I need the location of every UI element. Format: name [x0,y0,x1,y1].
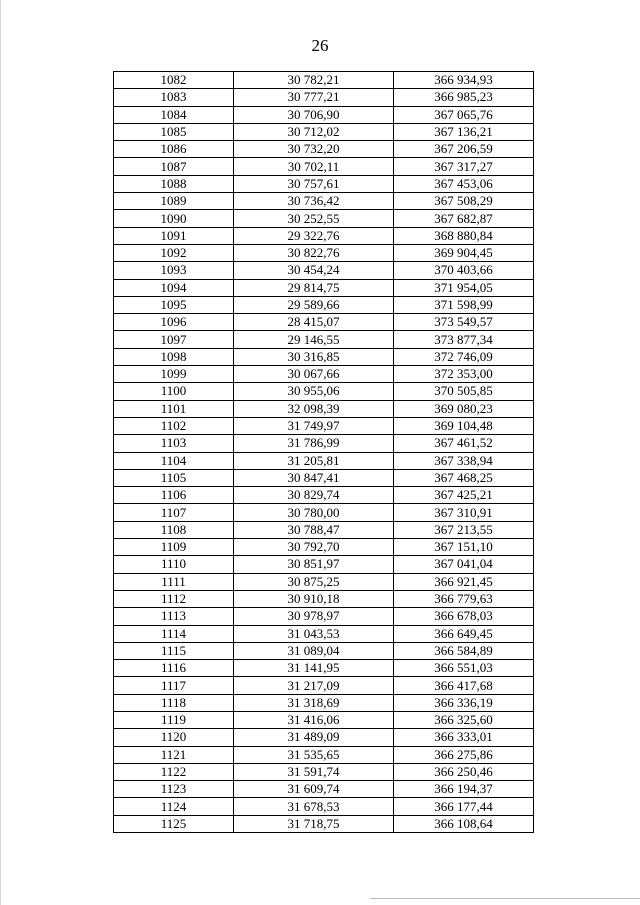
x-coordinate-cell: 30 736,42 [234,193,394,210]
y-coordinate-cell: 373 549,57 [394,314,534,331]
y-coordinate-cell: 367 453,06 [394,175,534,192]
point-number-cell: 1113 [114,608,234,625]
x-coordinate-cell: 30 454,24 [234,262,394,279]
y-coordinate-cell: 366 108,64 [394,815,534,832]
x-coordinate-cell: 28 415,07 [234,314,394,331]
x-coordinate-cell: 30 955,06 [234,383,394,400]
y-coordinate-cell: 367 136,21 [394,123,534,140]
table-row [114,123,534,140]
x-coordinate-cell: 30 252,55 [234,210,394,227]
table-row [114,366,534,383]
table-row [114,106,534,123]
y-coordinate-cell: 366 985,23 [394,89,534,106]
x-coordinate-cell: 31 089,04 [234,642,394,659]
x-coordinate-cell: 31 489,09 [234,729,394,746]
y-coordinate-cell: 372 746,09 [394,348,534,365]
coordinates-table-body [114,72,534,833]
x-coordinate-cell: 31 786,99 [234,435,394,452]
point-number-cell: 1105 [114,469,234,486]
point-number-cell: 1114 [114,625,234,642]
table-row [114,556,534,573]
point-number-cell: 1120 [114,729,234,746]
y-coordinate-cell: 367 317,27 [394,158,534,175]
x-coordinate-cell: 30 910,18 [234,590,394,607]
y-coordinate-cell: 366 333,01 [394,729,534,746]
y-coordinate-cell: 367 310,91 [394,504,534,521]
point-number-cell: 1094 [114,279,234,296]
point-number-cell: 1104 [114,452,234,469]
x-coordinate-cell: 30 847,41 [234,469,394,486]
table-row [114,573,534,590]
point-number-cell: 1099 [114,366,234,383]
point-number-cell: 1095 [114,296,234,313]
y-coordinate-cell: 367 151,10 [394,539,534,556]
x-coordinate-cell: 31 591,74 [234,763,394,780]
x-coordinate-cell: 30 788,47 [234,521,394,538]
y-coordinate-cell: 366 584,89 [394,642,534,659]
table-row [114,158,534,175]
x-coordinate-cell: 30 702,11 [234,158,394,175]
point-number-cell: 1118 [114,694,234,711]
x-coordinate-cell: 31 043,53 [234,625,394,642]
x-coordinate-cell: 30 316,85 [234,348,394,365]
y-coordinate-cell: 367 682,87 [394,210,534,227]
point-number-cell: 1102 [114,417,234,434]
coordinates-table [113,71,534,833]
x-coordinate-cell: 29 146,55 [234,331,394,348]
table-row [114,141,534,158]
point-number-cell: 1092 [114,244,234,261]
point-number-cell: 1091 [114,227,234,244]
table-row [114,193,534,210]
table-row [114,262,534,279]
point-number-cell: 1103 [114,435,234,452]
y-coordinate-cell: 373 877,34 [394,331,534,348]
x-coordinate-cell: 30 978,97 [234,608,394,625]
x-coordinate-cell: 30 875,25 [234,573,394,590]
point-number-cell: 1123 [114,781,234,798]
table-row [114,348,534,365]
table-row [114,539,534,556]
x-coordinate-cell: 31 318,69 [234,694,394,711]
table-row [114,798,534,815]
x-coordinate-cell: 29 322,76 [234,227,394,244]
y-coordinate-cell: 366 551,03 [394,660,534,677]
y-coordinate-cell: 369 104,48 [394,417,534,434]
y-coordinate-cell: 367 338,94 [394,452,534,469]
y-coordinate-cell: 366 417,68 [394,677,534,694]
table-row [114,383,534,400]
y-coordinate-cell: 366 678,03 [394,608,534,625]
y-coordinate-cell: 368 880,84 [394,227,534,244]
table-row [114,815,534,832]
y-coordinate-cell: 366 325,60 [394,711,534,728]
x-coordinate-cell: 31 141,95 [234,660,394,677]
table-row [114,521,534,538]
point-number-cell: 1121 [114,746,234,763]
x-coordinate-cell: 31 718,75 [234,815,394,832]
x-coordinate-cell: 30 777,21 [234,89,394,106]
point-number-cell: 1082 [114,72,234,89]
point-number-cell: 1084 [114,106,234,123]
table-row [114,244,534,261]
point-number-cell: 1109 [114,539,234,556]
point-number-cell: 1115 [114,642,234,659]
y-coordinate-cell: 367 213,55 [394,521,534,538]
table-row [114,763,534,780]
y-coordinate-cell: 366 336,19 [394,694,534,711]
point-number-cell: 1106 [114,487,234,504]
y-coordinate-cell: 366 275,86 [394,746,534,763]
table-row [114,781,534,798]
table-row [114,89,534,106]
x-coordinate-cell: 32 098,39 [234,400,394,417]
table-row [114,175,534,192]
point-number-cell: 1083 [114,89,234,106]
table-row [114,227,534,244]
page-bottom-line [370,898,640,899]
table-row [114,608,534,625]
y-coordinate-cell: 369 904,45 [394,244,534,261]
table-row [114,642,534,659]
point-number-cell: 1117 [114,677,234,694]
point-number-cell: 1090 [114,210,234,227]
table-row [114,469,534,486]
table-row [114,331,534,348]
y-coordinate-cell: 372 353,00 [394,366,534,383]
y-coordinate-cell: 367 425,21 [394,487,534,504]
y-coordinate-cell: 367 508,29 [394,193,534,210]
x-coordinate-cell: 29 589,66 [234,296,394,313]
point-number-cell: 1111 [114,573,234,590]
point-number-cell: 1119 [114,711,234,728]
x-coordinate-cell: 30 851,97 [234,556,394,573]
y-coordinate-cell: 366 177,44 [394,798,534,815]
table-row [114,314,534,331]
table-row [114,711,534,728]
y-coordinate-cell: 366 194,37 [394,781,534,798]
point-number-cell: 1096 [114,314,234,331]
y-coordinate-cell: 367 041,04 [394,556,534,573]
table-row [114,435,534,452]
x-coordinate-cell: 31 205,81 [234,452,394,469]
x-coordinate-cell: 30 829,74 [234,487,394,504]
point-number-cell: 1101 [114,400,234,417]
x-coordinate-cell: 30 757,61 [234,175,394,192]
point-number-cell: 1110 [114,556,234,573]
table-row [114,729,534,746]
table-row [114,417,534,434]
y-coordinate-cell: 367 461,52 [394,435,534,452]
table-row [114,660,534,677]
table-row [114,677,534,694]
point-number-cell: 1088 [114,175,234,192]
point-number-cell: 1122 [114,763,234,780]
table-row [114,694,534,711]
x-coordinate-cell: 31 609,74 [234,781,394,798]
y-coordinate-cell: 366 649,45 [394,625,534,642]
point-number-cell: 1089 [114,193,234,210]
page-edge [0,0,1,905]
x-coordinate-cell: 30 712,02 [234,123,394,140]
point-number-cell: 1116 [114,660,234,677]
point-number-cell: 1086 [114,141,234,158]
y-coordinate-cell: 366 250,46 [394,763,534,780]
x-coordinate-cell: 31 535,65 [234,746,394,763]
point-number-cell: 1098 [114,348,234,365]
x-coordinate-cell: 31 749,97 [234,417,394,434]
table-row [114,72,534,89]
y-coordinate-cell: 371 598,99 [394,296,534,313]
x-coordinate-cell: 30 782,21 [234,72,394,89]
point-number-cell: 1093 [114,262,234,279]
table-row [114,590,534,607]
point-number-cell: 1124 [114,798,234,815]
y-coordinate-cell: 366 779,63 [394,590,534,607]
point-number-cell: 1125 [114,815,234,832]
y-coordinate-cell: 367 065,76 [394,106,534,123]
point-number-cell: 1107 [114,504,234,521]
x-coordinate-cell: 29 814,75 [234,279,394,296]
table-row [114,504,534,521]
table-row [114,400,534,417]
table-row [114,746,534,763]
x-coordinate-cell: 30 780,00 [234,504,394,521]
y-coordinate-cell: 367 468,25 [394,469,534,486]
point-number-cell: 1108 [114,521,234,538]
table-row [114,279,534,296]
x-coordinate-cell: 30 732,20 [234,141,394,158]
y-coordinate-cell: 366 934,93 [394,72,534,89]
table-row [114,625,534,642]
y-coordinate-cell: 371 954,05 [394,279,534,296]
y-coordinate-cell: 369 080,23 [394,400,534,417]
x-coordinate-cell: 31 217,09 [234,677,394,694]
table-row [114,487,534,504]
x-coordinate-cell: 31 678,53 [234,798,394,815]
x-coordinate-cell: 30 822,76 [234,244,394,261]
page-number: 26 [311,36,329,55]
point-number-cell: 1100 [114,383,234,400]
x-coordinate-cell: 30 792,70 [234,539,394,556]
point-number-cell: 1087 [114,158,234,175]
point-number-cell: 1112 [114,590,234,607]
y-coordinate-cell: 367 206,59 [394,141,534,158]
y-coordinate-cell: 370 403,66 [394,262,534,279]
x-coordinate-cell: 30 706,90 [234,106,394,123]
point-number-cell: 1085 [114,123,234,140]
table-row [114,210,534,227]
table-row [114,452,534,469]
x-coordinate-cell: 31 416,06 [234,711,394,728]
table-row [114,296,534,313]
point-number-cell: 1097 [114,331,234,348]
y-coordinate-cell: 366 921,45 [394,573,534,590]
y-coordinate-cell: 370 505,85 [394,383,534,400]
x-coordinate-cell: 30 067,66 [234,366,394,383]
